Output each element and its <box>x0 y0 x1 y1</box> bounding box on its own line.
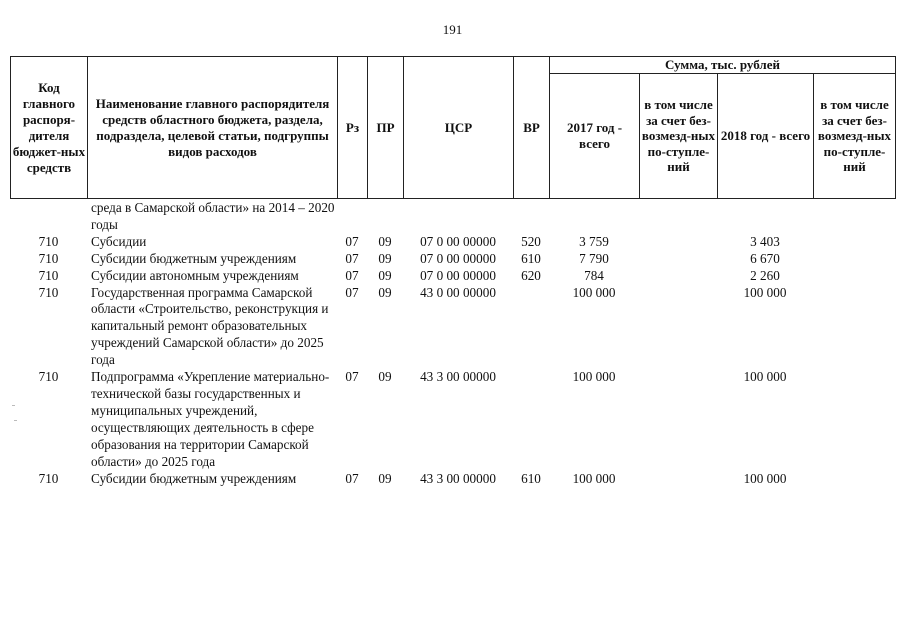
header-csr: ЦСР <box>404 57 514 199</box>
cell-2017-total: 100 000 <box>572 369 616 385</box>
header-vr: ВР <box>514 57 550 199</box>
cell-vr <box>513 369 549 470</box>
cell-2017-total: 3 759 <box>579 233 609 249</box>
cell-2018-free <box>813 268 895 285</box>
table-row <box>10 471 895 488</box>
cell-name: Подпрограмма «Укрепление материально-технической базы государственных и муниципальных учреждений, осуществляющих деятельность в сфере образования на территории Самарской области» до 2025 года <box>91 369 330 469</box>
header-2017-free: в том числе за счет без-возмезд-ных по-ступле-ний <box>640 74 718 199</box>
cell-name: Субсидии бюджетным учреждениям <box>91 250 297 266</box>
cell-2018-total: 100 000 <box>743 470 787 486</box>
cell-code: 710 <box>38 470 59 486</box>
cell-vr: 610 <box>521 250 541 266</box>
header-code: Код главного распоря-дителя бюджет-ных средств <box>11 57 88 199</box>
header-2017-total: 2017 год - всего <box>550 74 640 199</box>
table-body <box>10 200 895 487</box>
table-row <box>10 268 895 285</box>
header-name: Наименование главного распорядителя средств областного бюджета, раздела, подраздела, целевой статьи, подгруппы видов расходов <box>88 57 338 199</box>
cell-2018-free <box>813 285 895 370</box>
cell-2017-free <box>639 285 717 370</box>
cell-2018-total: 2 260 <box>750 267 780 283</box>
cell-code: 710 <box>38 369 59 385</box>
scan-speck <box>12 405 15 406</box>
cell-2018-total: 100 000 <box>743 369 787 385</box>
header-2018-free: в том числе за счет без-возмезд-ных по-ступле-ний <box>814 74 896 199</box>
table-row <box>10 234 895 251</box>
cell-2017-free <box>639 369 717 470</box>
header-sum: Сумма, тыс. рублей <box>550 57 896 74</box>
cell-rz: 07 <box>345 369 359 385</box>
cell-2017-total: 7 790 <box>579 250 609 266</box>
header-pr: ПР <box>368 57 404 199</box>
cell-2018-free <box>813 234 895 251</box>
cell-code: 710 <box>38 284 59 300</box>
header-2018-total: 2018 год - всего <box>718 74 814 199</box>
table-row <box>10 251 895 268</box>
cell-csr: 43 3 00 00000 <box>420 369 496 385</box>
cell-rz: 07 <box>345 233 359 249</box>
cell-2018-free <box>813 369 895 470</box>
cell-csr: 07 0 00 00000 <box>420 250 496 266</box>
cell-2018-free <box>813 471 895 488</box>
cell-csr: 43 3 00 00000 <box>420 470 496 486</box>
cell-rz: 07 <box>345 470 359 486</box>
cell-pr: 09 <box>378 369 392 385</box>
cell-csr: 07 0 00 00000 <box>420 267 496 283</box>
scan-speck <box>14 420 17 421</box>
cell-pr: 09 <box>378 267 392 283</box>
cell-2017-free <box>639 234 717 251</box>
cell-name: Субсидии бюджетным учреждениям <box>91 470 297 486</box>
cell-2017-total: 100 000 <box>572 470 616 486</box>
cell-vr: 610 <box>521 470 541 486</box>
cell-name: Субсидии автономным учреждениям <box>91 267 299 283</box>
cell-pr: 09 <box>378 250 392 266</box>
cell-csr: 43 0 00 00000 <box>420 284 496 300</box>
cell-2018-total: 6 670 <box>750 250 780 266</box>
table-row <box>10 200 895 234</box>
cell-2018-total: 100 000 <box>743 284 787 300</box>
cell-2018-total: 3 403 <box>750 233 780 249</box>
cell-csr: 07 0 00 00000 <box>420 233 496 249</box>
table-row <box>10 369 895 470</box>
cell-code: 710 <box>38 267 59 283</box>
cell-code: 710 <box>38 250 59 266</box>
cell-code: 710 <box>38 233 59 249</box>
cell-vr: 520 <box>521 233 541 249</box>
cell-name: Государственная программа Самарской области «Строительство, реконструкция и капитальный ремонт образовательных учреждений Самарской области» до 2025 года <box>91 284 329 368</box>
cell-pr: 09 <box>378 284 392 300</box>
cell-vr: 620 <box>521 267 541 283</box>
cell-2017-free <box>639 268 717 285</box>
page-number: 191 <box>442 22 463 37</box>
cell-rz: 07 <box>345 284 359 300</box>
cell-2017-total: 100 000 <box>572 284 616 300</box>
cell-name: Субсидии <box>91 233 147 249</box>
table-header <box>10 56 896 199</box>
cell-rz: 07 <box>345 250 359 266</box>
cell-rz: 07 <box>345 267 359 283</box>
cell-pr: 09 <box>378 233 392 249</box>
cell-vr <box>513 285 549 370</box>
continuation-text: среда в Самарской области» на 2014 – 2020 годы <box>91 200 335 232</box>
cell-2018-free <box>813 251 895 268</box>
header-rz: Рз <box>338 57 368 199</box>
cell-2017-total: 784 <box>584 267 604 283</box>
cell-pr: 09 <box>378 470 392 486</box>
cell-2017-free <box>639 471 717 488</box>
cell-2017-free <box>639 251 717 268</box>
table-row <box>10 285 895 370</box>
